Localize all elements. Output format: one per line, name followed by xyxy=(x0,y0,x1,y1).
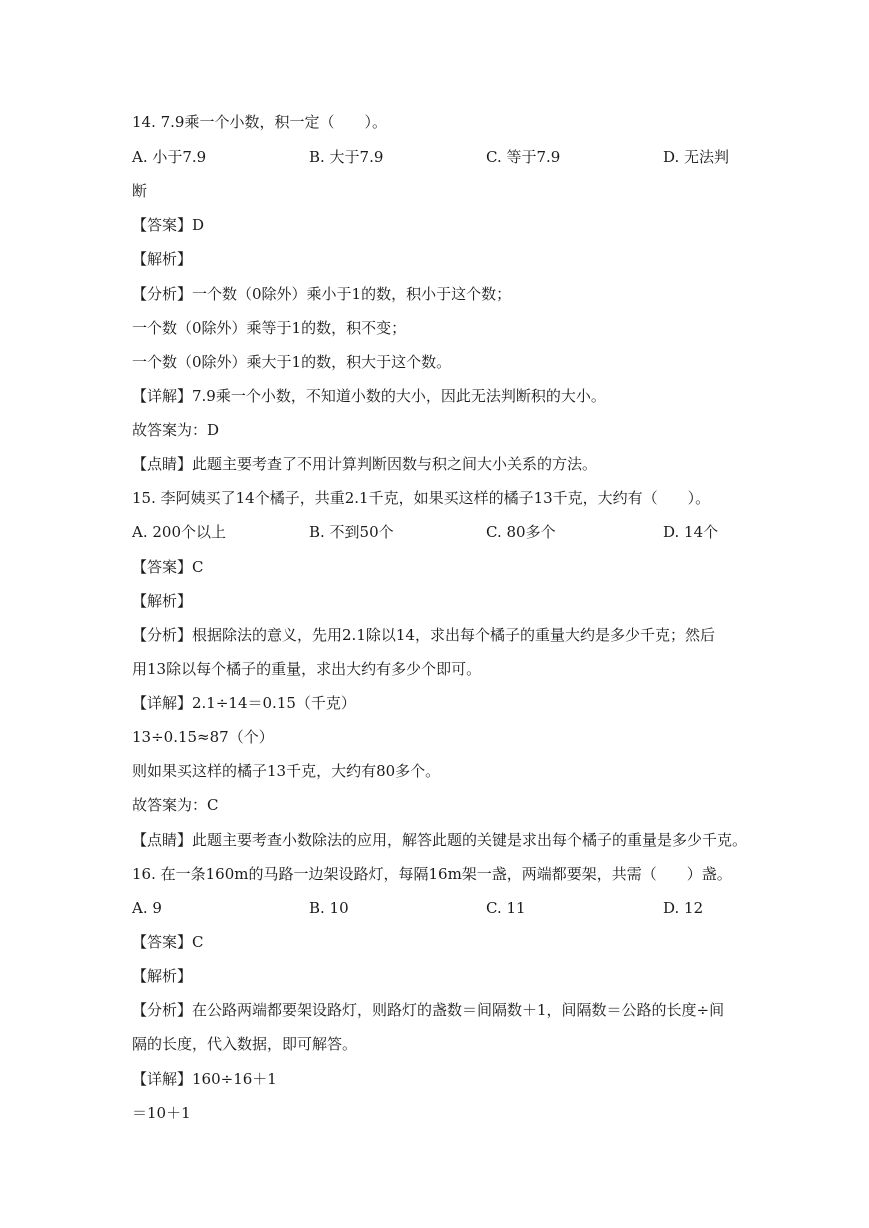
question-16-analysis-line: ＝10＋1 xyxy=(132,1104,191,1122)
question-15-option-c: C. 80多个 xyxy=(486,523,556,541)
question-15-analysis-line: 故答案为：C xyxy=(132,796,219,814)
question-15-option-a: A. 200个以上 xyxy=(132,523,226,541)
question-16-analysis-header: 【解析】 xyxy=(132,967,193,985)
question-14-option-a: A. 小于7.9 xyxy=(132,148,207,166)
question-14-answer: 【答案】D xyxy=(132,216,205,234)
question-15-option-b: B. 不到50个 xyxy=(309,523,394,541)
question-14-analysis-line: 【详解】7.9乘一个小数，不知道小数的大小，因此无法判断积的大小。 xyxy=(132,387,606,405)
question-14-analysis-line: 【分析】一个数（0除外）乘小于1的数，积小于这个数； xyxy=(132,285,512,303)
question-15-option-d: D. 14个 xyxy=(663,523,719,541)
question-16-analysis-line: 【详解】160÷16＋1 xyxy=(132,1070,277,1088)
question-16-option-b: B. 10 xyxy=(309,899,349,917)
question-16-option-a: A. 9 xyxy=(132,899,162,917)
question-16-answer: 【答案】C xyxy=(132,933,204,951)
question-14-option-d: D. 无法判 xyxy=(663,148,730,166)
question-14-analysis-line: 故答案为：D xyxy=(132,421,220,439)
question-14-analysis-line: 一个数（0除外）乘等于1的数，积不变； xyxy=(132,319,407,337)
question-14-analysis-line: 【点睛】此题主要考查了不用计算判断因数与积之间大小关系的方法。 xyxy=(132,455,598,473)
question-14-stem: 14. 7.9乘一个小数，积一定（ ）。 xyxy=(132,113,387,131)
question-15-answer: 【答案】C xyxy=(132,558,204,576)
question-14-analysis-line: 一个数（0除外）乘大于1的数，积大于这个数。 xyxy=(132,353,452,371)
question-15-analysis-header: 【解析】 xyxy=(132,592,193,610)
question-14-analysis-header: 【解析】 xyxy=(132,250,193,268)
question-14-option-c: C. 等于7.9 xyxy=(486,148,561,166)
question-15-analysis-line: 用13除以每个橘子的重量，求出大约有多少个即可。 xyxy=(132,660,482,678)
question-14-option-d-wrap: 断 xyxy=(132,182,148,200)
question-16-analysis-line: 隔的长度，代入数据，即可解答。 xyxy=(132,1035,358,1053)
question-16-option-d: D. 12 xyxy=(663,899,704,917)
question-15-stem: 15. 李阿姨买了14个橘子，共重2.1千克，如果买这样的橘子13千克，大约有（ ）。 xyxy=(132,489,711,507)
question-15-analysis-line: 【点睛】此题主要考查小数除法的应用，解答此题的关键是求出每个橘子的重量是多少千克。 xyxy=(132,831,748,849)
question-16-stem: 16. 在一条160m的马路一边架设路灯，每隔16m架一盏，两端都要架，共需（ ）盏。 xyxy=(132,865,732,883)
question-16-analysis-line: 【分析】在公路两端都要架设路灯，则路灯的盏数＝间隔数＋1，间隔数＝公路的长度÷间 xyxy=(132,1001,725,1019)
question-14-option-b: B. 大于7.9 xyxy=(309,148,384,166)
question-15-analysis-line: 13÷0.15≈87（个） xyxy=(132,728,274,746)
question-16-option-c: C. 11 xyxy=(486,899,526,917)
question-15-analysis-line: 则如果买这样的橘子13千克，大约有80多个。 xyxy=(132,762,441,780)
question-15-analysis-line: 【分析】根据除法的意义，先用2.1除以14，求出每个橘子的重量大约是多少千克；然后 xyxy=(132,626,715,644)
question-15-analysis-line: 【详解】2.1÷14＝0.15（千克） xyxy=(132,694,356,712)
